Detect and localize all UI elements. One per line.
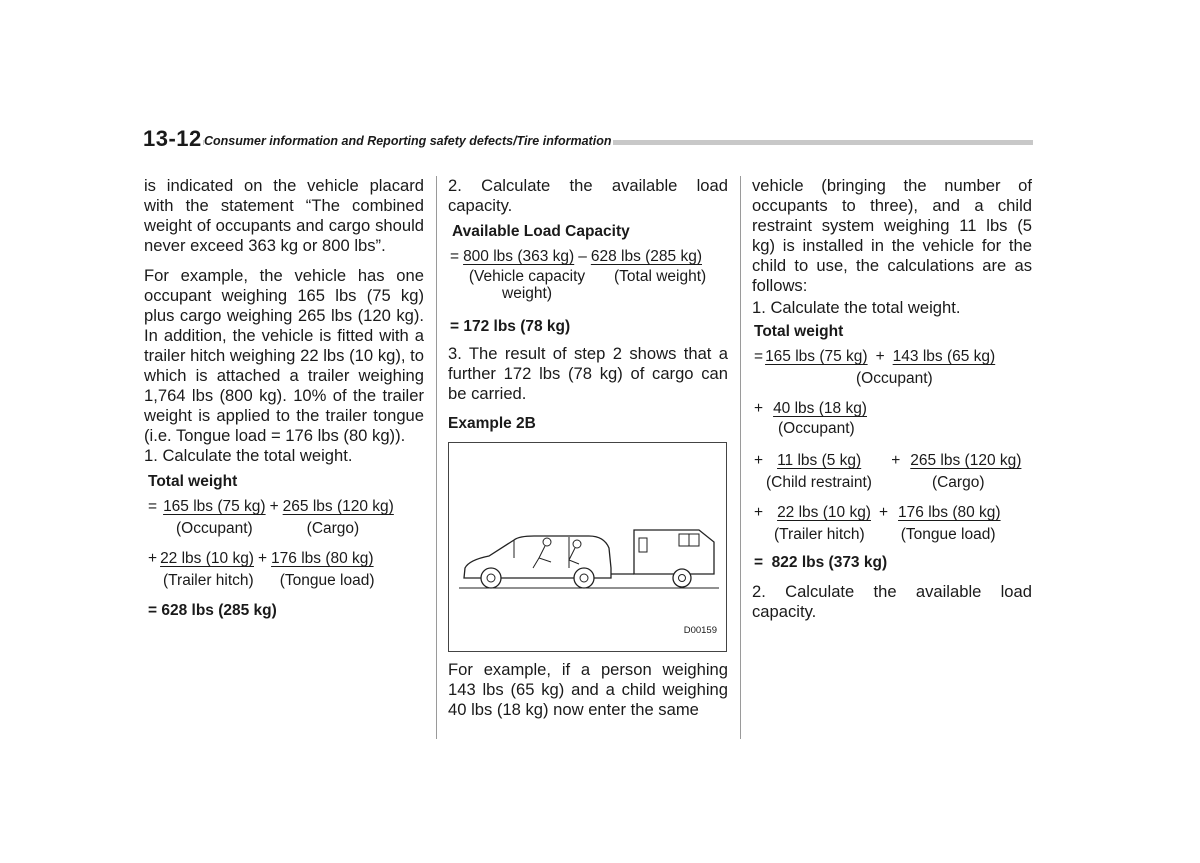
- paragraph: For example, if a person weighing 143 lbs (65 kg) and a child weighing 40 lbs (18 kg) now enter the same: [448, 660, 728, 719]
- figure-code: D00159: [683, 625, 717, 636]
- example-heading: Example 2B: [448, 415, 536, 432]
- result: = 172 lbs (78 kg): [450, 318, 571, 335]
- column-3: [752, 176, 1032, 622]
- equation: = 800 lbs (363 kg) – 628 lbs (285 kg) (Vehicle capacity weight) (Total weight) = 172 lbs (78 kg): [448, 248, 728, 336]
- paragraph: vehicle (bringing the number of occupants to three), and a child restraint system weighing 11 lbs (5 kg) is installed in the vehicle for the child to use, the calculations are as follows:: [752, 176, 1032, 295]
- equation: = 165 lbs (75 kg) + 265 lbs (120 kg) (Occupant) (Cargo) + 22 lbs (10 kg) + 176 lbs (80 kg) (Trailer hitch) (Tongue load) = 628 lbs (285 kg): [144, 498, 424, 620]
- column-divider-2: [740, 176, 741, 739]
- page-number: 13-12: [143, 126, 202, 151]
- equation: = 165 lbs (75 kg) + 143 lbs (65 kg) (Occupant) + 40 lbs (18 kg) (Occupant) + 11 lbs (5 kg) + 265 lbs (120 kg) (Child restraint) (Cargo) + 22 lbs (10 kg) + 176 lbs (80 kg) (Trailer hitch) (Tongue load) = 822 lbs (373 kg): [752, 348, 1032, 572]
- paragraph: For example, the vehicle has one occupant weighing 165 lbs (75 kg) plus cargo weighing 265 lbs (120 kg). In addition, the vehicle is fitted with a trailer hitch weighing 22 lbs (10 kg), to which is attached a trailer weighing 1,764 lbs (800 kg). 10% of the trailer weight is applied to the trailer tongue (i.e. Tongue load = 176 lbs (80 kg)).: [144, 266, 424, 445]
- step-text: 2. Calculate the available load capacity.: [752, 582, 1032, 621]
- result: = 822 lbs (373 kg): [754, 554, 888, 571]
- column-divider-1: [436, 176, 437, 739]
- step-text: 2. Calculate the available load capacity.: [448, 176, 728, 215]
- step-text: 1. Calculate the total weight.: [144, 446, 353, 465]
- column-1: [144, 176, 424, 620]
- step-text: 1. Calculate the total weight.: [752, 298, 961, 317]
- result: = 628 lbs (285 kg): [148, 602, 277, 619]
- page-header: [143, 126, 1033, 150]
- calc-heading: Available Load Capacity: [452, 223, 630, 240]
- trailer-illustration: [448, 442, 727, 652]
- calc-heading: Total weight: [754, 323, 844, 340]
- step-text: 3. The result of step 2 shows that a further 172 lbs (78 kg) of cargo can be carried.: [448, 344, 728, 403]
- section-title: Consumer information and Reporting safety defects/Tire information: [204, 134, 612, 148]
- column-2: [448, 176, 728, 720]
- calc-heading: Total weight: [148, 473, 238, 490]
- paragraph: is indicated on the vehicle placard with the statement “The combined weight of occupants and cargo should never exceed 363 kg or 800 lbs”.: [144, 176, 424, 255]
- car-trailer-icon: [459, 528, 719, 593]
